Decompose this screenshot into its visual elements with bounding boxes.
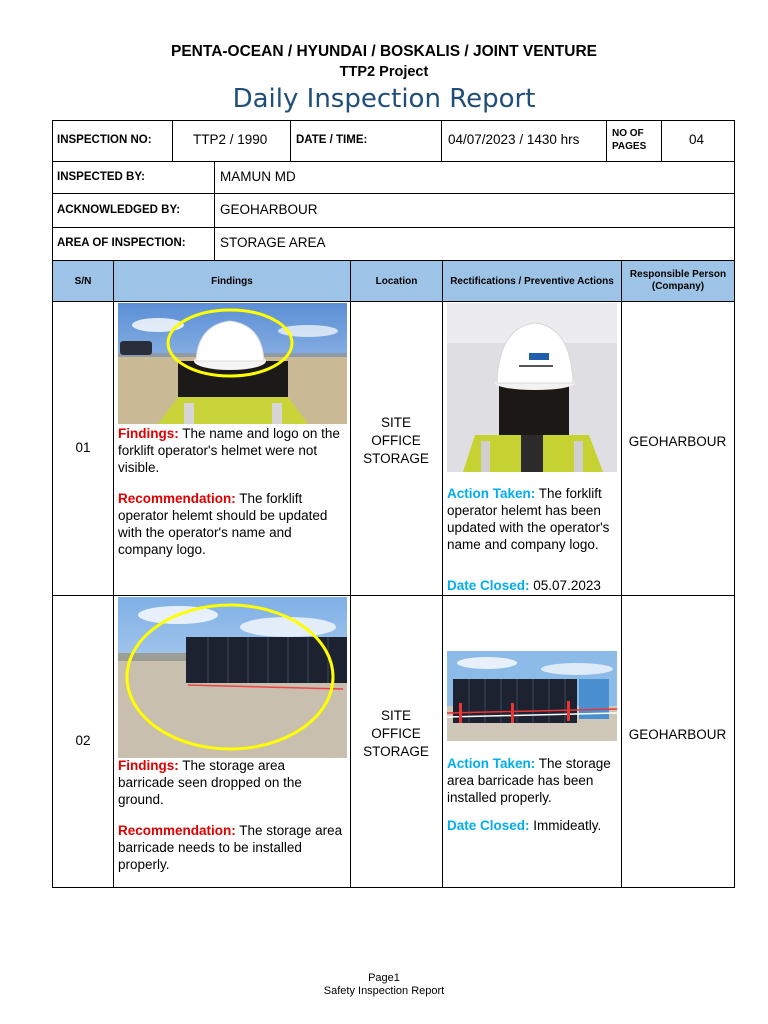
row1-date-closed (447, 577, 617, 594)
row2-action-body: The storage area barricade has been installed properly. (447, 756, 611, 805)
row-divider (53, 227, 734, 228)
row1-findings-label: Findings: (118, 426, 179, 441)
row2-sn: 02 (75, 733, 91, 748)
row2-action-text (447, 755, 619, 806)
company-heading: PENTA-OCEAN / HYUNDAI / BOSKALIS / JOINT VENTURE (171, 43, 597, 60)
row1-action-photo (447, 303, 617, 472)
row-divider (53, 193, 734, 194)
row1-finding-photo (118, 303, 347, 424)
row1-recommendation-body: The forklift operator helemt should be updated with the operator's name and company logo. (118, 491, 328, 557)
row2-action-photo (447, 651, 617, 741)
row1-action-label: Action Taken: (447, 486, 536, 501)
inspection-no-label: INSPECTION NO: (57, 134, 152, 146)
row1-findings-text (118, 425, 344, 476)
row2-location-line1: SITE (380, 708, 411, 723)
pages-value: 04 (689, 132, 705, 147)
row1-closed-label: Date Closed: (447, 578, 530, 593)
col-divider (290, 121, 291, 161)
row2-recommendation-text (118, 822, 344, 873)
row2-closed-value: Immideatly. (529, 818, 602, 833)
row2-action-label: Action Taken: (447, 756, 536, 771)
header-responsible (622, 261, 734, 301)
col-divider (441, 121, 442, 161)
area-value: STORAGE AREA (220, 235, 326, 250)
row2-findings-label: Findings: (118, 758, 179, 773)
row2-responsible: GEOHARBOUR (628, 727, 727, 742)
row1-recommendation-text (118, 490, 344, 558)
header-sn: S/N (74, 275, 92, 287)
acknowledged-by-value: GEOHARBOUR (220, 202, 318, 217)
col-divider (113, 261, 114, 888)
row1-location-line1: SITE (380, 415, 411, 430)
inspected-by-value: MAMUN MD (220, 169, 296, 184)
inspection-no-value: TTP2 / 1990 (193, 132, 268, 147)
footer-page-number: Page1 (368, 972, 400, 984)
col-divider (621, 261, 622, 888)
row2-findings-text (118, 757, 344, 808)
row2-finding-photo (118, 597, 347, 758)
row2-recommendation-body: The storage area barricade needs to be installed properly. (118, 823, 343, 872)
col-divider (214, 161, 215, 260)
row1-responsible: GEOHARBOUR (628, 434, 727, 449)
col-divider (172, 121, 173, 161)
row1-location-line2: OFFICE (371, 433, 421, 448)
header-location: Location (375, 275, 418, 287)
pages-label-line1: NO OF (612, 128, 644, 139)
row1-action-text (447, 485, 617, 553)
report-title: Daily Inspection Report (232, 84, 536, 114)
row2-closed-label: Date Closed: (447, 818, 530, 833)
acknowledged-by-label: ACKNOWLEDGED BY: (57, 204, 181, 216)
header-responsible-line2: (Company) (651, 281, 705, 292)
col-divider (442, 261, 443, 888)
date-time-value: 04/07/2023 / 1430 hrs (448, 132, 580, 147)
row2-location-line2: OFFICE (371, 726, 421, 741)
row1-sn: 01 (75, 440, 91, 455)
row2-location (350, 707, 442, 761)
row1-location-line3: STORAGE (363, 451, 429, 466)
pages-label-line2: PAGES (612, 141, 647, 152)
header-responsible-line1: Responsible Person (629, 269, 727, 280)
header-findings: Findings (211, 275, 253, 287)
row-divider (53, 301, 734, 302)
row-divider (53, 161, 734, 162)
pages-label (612, 127, 646, 153)
area-label: AREA OF INSPECTION: (57, 237, 186, 249)
row2-recommendation-label: Recommendation: (118, 823, 236, 838)
row1-findings-body: The name and logo on the forklift operator's helmet were not visible. (118, 426, 340, 475)
inspected-by-label: INSPECTED BY: (57, 171, 145, 183)
col-divider (661, 121, 662, 161)
row2-date-closed (447, 817, 617, 834)
row2-findings-body: The storage area barricade seen dropped on the ground. (118, 758, 302, 807)
date-time-label: DATE / TIME: (296, 134, 368, 146)
row1-recommendation-label: Recommendation: (118, 491, 236, 506)
footer-report-name: Safety Inspection Report (323, 985, 445, 997)
col-divider (606, 121, 607, 161)
row1-action-body: The forklift operator helemt has been updated with the operator's name and company logo. (447, 486, 610, 552)
row1-closed-value: 05.07.2023 (529, 578, 601, 593)
row-divider (53, 595, 734, 596)
row2-location-line3: STORAGE (363, 744, 429, 759)
project-heading: TTP2 Project (339, 64, 429, 80)
header-actions: Rectifications / Preventive Actions (450, 275, 614, 287)
row1-location (350, 414, 442, 468)
col-divider (350, 261, 351, 888)
